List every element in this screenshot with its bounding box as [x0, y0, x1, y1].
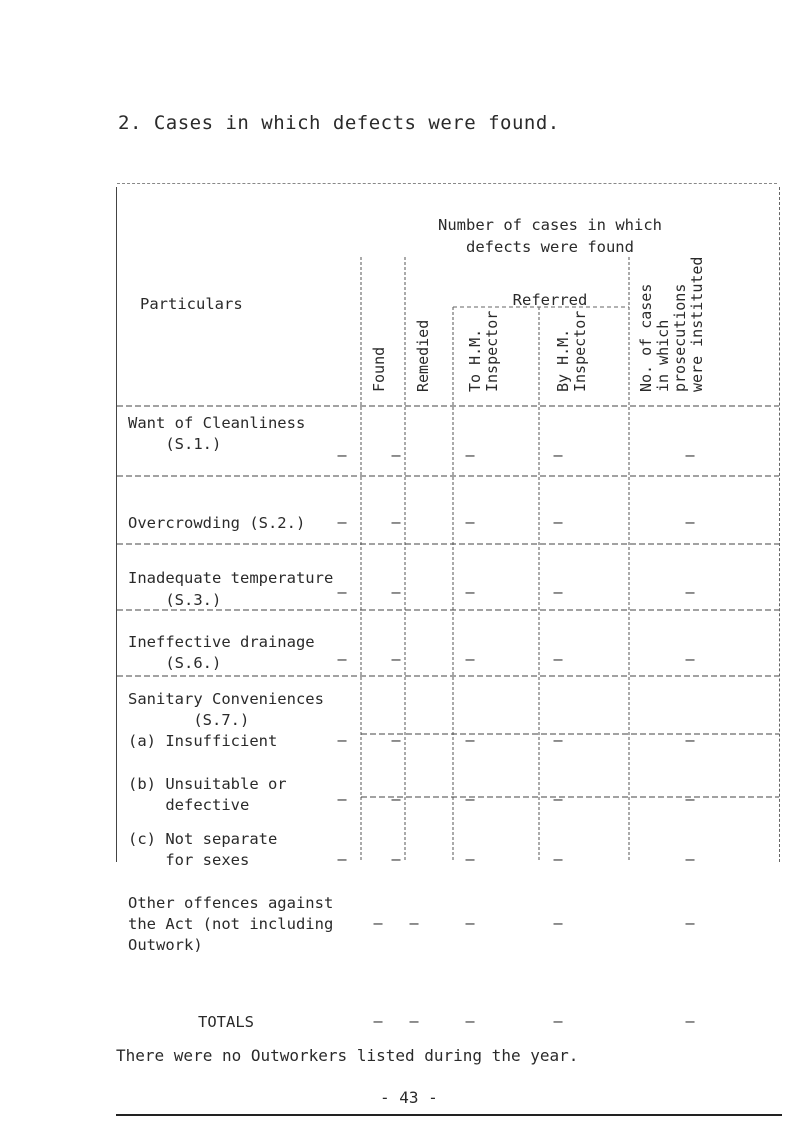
cell-prosecutions: –	[685, 1012, 695, 1030]
cell-to-hm: –	[465, 790, 475, 808]
top-rule	[117, 183, 777, 184]
cell-prosecutions: –	[685, 513, 695, 531]
found-header: Found	[370, 346, 388, 392]
prosecutions-header-line3: prosecutions	[671, 283, 689, 392]
cell-remedied: –	[391, 583, 401, 601]
section-heading: 2. Cases in which defects were found.	[118, 112, 560, 134]
row-label: (S.3.)	[128, 591, 222, 609]
row-label: (S.1.)	[128, 435, 222, 453]
row-label: Ineffective drainage	[128, 633, 315, 651]
outworkers-note: There were no Outworkers listed during the year.	[116, 1046, 579, 1065]
cell-remedied: –	[391, 513, 401, 531]
cell-found: –	[337, 513, 347, 531]
referred-header: Referred	[512, 291, 588, 309]
cell-prosecutions: –	[685, 583, 695, 601]
cell-found: –	[373, 914, 383, 932]
cell-by-hm: –	[553, 583, 563, 601]
cell-by-hm: –	[553, 513, 563, 531]
row-label: Inadequate temperature	[128, 569, 334, 587]
row-label: (S.6.)	[128, 654, 222, 672]
cell-to-hm: –	[465, 650, 475, 668]
cell-prosecutions: –	[685, 914, 695, 932]
cell-to-hm: –	[465, 914, 475, 932]
cell-prosecutions: –	[685, 850, 695, 868]
prosecutions-header-line1: No. of cases	[637, 283, 655, 392]
row-label: Sanitary Conveniences	[128, 690, 324, 708]
cell-by-hm: –	[553, 650, 563, 668]
group-header-line1: Number of cases in which	[438, 216, 662, 234]
cell-found: –	[337, 650, 347, 668]
cell-found: –	[337, 583, 347, 601]
row-label: Overcrowding (S.2.)	[128, 514, 306, 532]
cell-found: –	[373, 1012, 383, 1030]
cell-remedied: –	[391, 790, 401, 808]
totals-label: TOTALS	[198, 1013, 254, 1031]
cell-to-hm: –	[465, 1012, 475, 1030]
cell-remedied: –	[391, 731, 401, 749]
cell-to-hm: –	[465, 850, 475, 868]
row-label: Other offences against	[128, 894, 334, 912]
cell-by-hm: –	[553, 1012, 563, 1030]
cell-remedied: –	[409, 1012, 419, 1030]
cell-by-hm: –	[553, 850, 563, 868]
cell-prosecutions: –	[685, 446, 695, 464]
cell-to-hm: –	[465, 583, 475, 601]
row-label: (b) Unsuitable or	[128, 775, 287, 793]
cell-to-hm: –	[465, 446, 475, 464]
page-number: - 43 -	[380, 1088, 438, 1107]
cell-to-hm: –	[465, 731, 475, 749]
row-label: (c) Not separate	[128, 830, 278, 848]
row-label: (a) Insufficient	[128, 732, 278, 750]
cell-found: –	[337, 790, 347, 808]
cell-found: –	[337, 850, 347, 868]
cell-found: –	[337, 446, 347, 464]
cell-by-hm: –	[553, 790, 563, 808]
cell-remedied: –	[391, 850, 401, 868]
cell-found: –	[337, 731, 347, 749]
group-header-line2: defects were found	[466, 238, 634, 256]
cell-remedied: –	[391, 446, 401, 464]
cell-remedied: –	[409, 914, 419, 932]
cell-prosecutions: –	[685, 790, 695, 808]
cell-by-hm: –	[553, 731, 563, 749]
row-label: for sexes	[128, 851, 250, 869]
page-bottom-rule	[116, 1114, 782, 1116]
by-hm-header-line1: By H.M.	[554, 328, 572, 392]
cell-prosecutions: –	[685, 650, 695, 668]
cell-remedied: –	[391, 650, 401, 668]
row-label: defective	[128, 796, 250, 814]
to-hm-header-line2: Inspector	[483, 310, 501, 392]
prosecutions-header-line2: in which	[654, 319, 672, 392]
to-hm-header-line1: To H.M.	[466, 328, 484, 392]
row-label: the Act (not including	[128, 915, 334, 933]
row-label: Want of Cleanliness	[128, 414, 306, 432]
row-label: Outwork)	[128, 936, 203, 954]
row-label: (S.7.)	[128, 711, 250, 729]
cell-prosecutions: –	[685, 731, 695, 749]
cell-by-hm: –	[553, 446, 563, 464]
remedied-header: Remedied	[414, 319, 432, 392]
by-hm-header-line2: Inspector	[571, 310, 589, 392]
cell-by-hm: –	[553, 914, 563, 932]
particulars-header: Particulars	[140, 295, 243, 313]
cell-to-hm: –	[465, 513, 475, 531]
prosecutions-header-line4: were instituted	[688, 256, 706, 392]
